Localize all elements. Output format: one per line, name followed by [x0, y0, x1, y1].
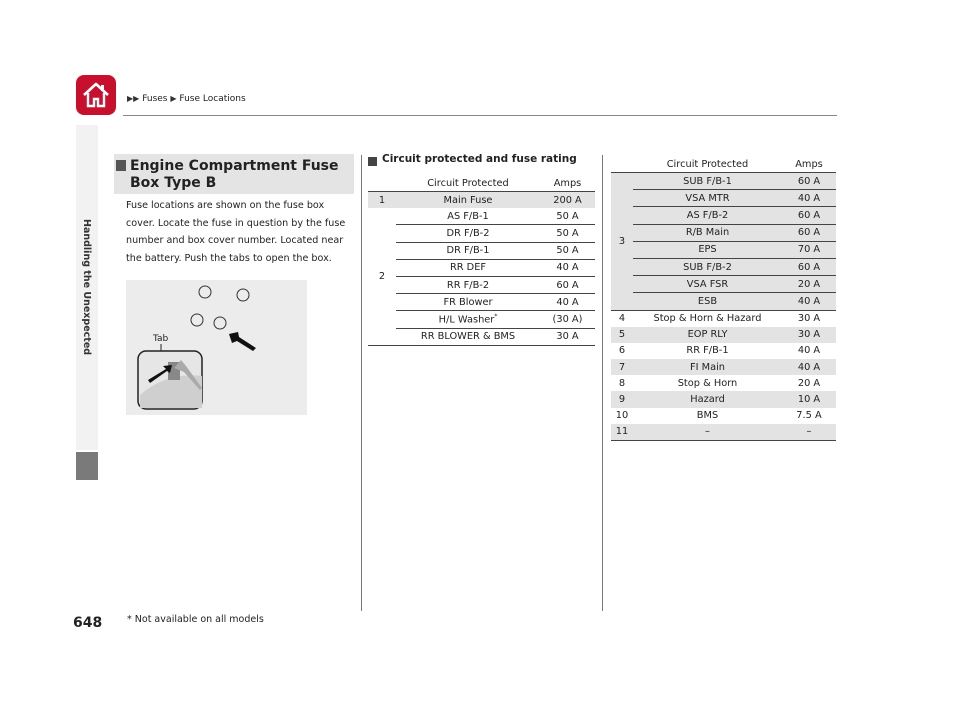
column-divider	[602, 155, 603, 611]
table-cell-amps: 20 A	[797, 377, 821, 389]
table-cell-amps: 40 A	[797, 361, 821, 373]
table-row	[611, 408, 836, 424]
section-bullet-icon	[116, 160, 126, 171]
table-cell-amps: 7.5 A	[796, 410, 822, 422]
table-row: DR F/B-2 50 A	[368, 225, 595, 242]
table-cell-no: 9	[618, 394, 626, 406]
table-row: RR BLOWER & BMS 30 A	[368, 328, 595, 345]
fuse-box-figure	[126, 280, 307, 415]
fuse-table-1	[368, 176, 595, 346]
table-cell-circuit: BMS	[696, 410, 719, 422]
table-cell-amps: 10 A	[797, 394, 821, 406]
column-divider	[361, 155, 362, 611]
table-cell-no: 6	[618, 345, 626, 357]
column-header-circuit: Circuit Protected	[396, 176, 540, 192]
fuse-table-2	[611, 157, 836, 441]
side-tab-label: Handling the Unexpected	[81, 218, 92, 356]
table-cell-amps: 40 A	[797, 345, 821, 357]
table-row	[611, 375, 836, 391]
table-row: 2 AS F/B-1 50 A	[368, 208, 595, 225]
breadcrumb	[127, 94, 246, 104]
table-row: R/B Main 60 A	[611, 224, 836, 241]
table-cell-no: 11	[611, 424, 633, 441]
table-cell-amps: 30 A	[797, 313, 821, 325]
column-header-amps: Amps	[540, 176, 595, 192]
table-cell-circuit: FI Main	[689, 361, 726, 373]
asterisk-mark: *	[494, 313, 498, 321]
chapter-index-marker[interactable]	[76, 452, 98, 480]
table-cell-no: 5	[618, 329, 626, 341]
chevron-right-icon: ▶	[170, 94, 177, 103]
table-row: 1 Main Fuse 200 A	[368, 192, 595, 209]
table-row: RR F/B-2 60 A	[368, 276, 595, 293]
home-icon	[80, 79, 112, 111]
table-row: VSA MTR 40 A	[611, 190, 836, 207]
tab-label: Tab	[153, 334, 169, 344]
table-cell-circuit: EOP RLY	[687, 329, 728, 341]
table-row: FR Blower 40 A	[368, 294, 595, 311]
breadcrumb-fuses-link[interactable]: Fuses	[142, 94, 168, 104]
table-row	[611, 424, 836, 441]
header-divider	[123, 115, 837, 116]
column-header-amps: Amps	[782, 157, 836, 173]
table-row: SUB F/B-2 60 A	[611, 258, 836, 275]
subsection-bullet-icon	[368, 157, 377, 166]
table-cell-circuit: Hazard	[690, 394, 725, 406]
section-body: Fuse locations are shown on the fuse box cover. Locate the fuse in question by the fuse number and box cover number. Located near the battery. Push the tabs to open the box.	[126, 200, 346, 264]
fuse-table-2-rest	[611, 310, 836, 441]
home-button[interactable]	[76, 75, 116, 115]
table-cell-circuit: Stop & Horn & Hazard	[653, 313, 762, 325]
table-cell-no: 7	[618, 361, 626, 373]
table-cell-circuit: RR F/B-1	[686, 345, 729, 357]
footnote: * Not available on all models	[127, 614, 264, 625]
fuse-box-illustration	[126, 280, 307, 415]
section-title: Engine Compartment Fuse Box Type B	[130, 158, 339, 191]
breadcrumb-fuse-locations-link[interactable]: Fuse Locations	[179, 94, 246, 104]
table-row: 3 SUB F/B-1 60 A	[611, 173, 836, 190]
table-row: VSA FSR 20 A	[611, 276, 836, 293]
table-row	[611, 310, 836, 327]
table-header-row	[368, 176, 595, 192]
page-number: 648	[73, 615, 103, 631]
table-cell-circuit: Stop & Horn	[677, 377, 738, 389]
table-cell-circuit: –	[633, 424, 782, 441]
table-row: H/L Washer* (30 A)	[368, 311, 595, 328]
table-header-row	[611, 157, 836, 173]
table-row: DR F/B-1 50 A	[368, 242, 595, 259]
table-cell-amps: –	[782, 424, 836, 441]
column-header-circuit: Circuit Protected	[633, 157, 782, 173]
table-row: ESB 40 A	[611, 293, 836, 310]
table-cell-no: 4	[618, 313, 626, 325]
table-row	[611, 391, 836, 407]
table-row: EPS 70 A	[611, 241, 836, 258]
subsection-heading: Circuit protected and fuse rating	[382, 153, 577, 165]
table-row	[611, 343, 836, 359]
table-row	[611, 327, 836, 343]
chevron-right-icon: ▶▶	[127, 94, 140, 103]
table-row: AS F/B-2 60 A	[611, 207, 836, 224]
table-cell-no: 10	[615, 410, 629, 422]
table-row	[611, 359, 836, 375]
table-cell-amps: 30 A	[797, 329, 821, 341]
table-row: RR DEF 40 A	[368, 259, 595, 276]
table-cell-no: 8	[618, 377, 626, 389]
